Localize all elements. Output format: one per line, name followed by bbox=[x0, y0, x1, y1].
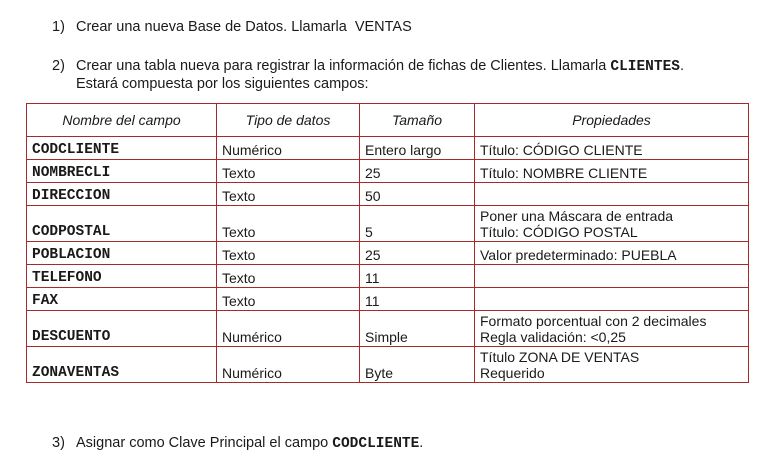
header-properties: Propiedades bbox=[475, 104, 749, 137]
field-name: DIRECCION bbox=[27, 183, 217, 206]
field-name: NOMBRECLI bbox=[27, 160, 217, 183]
step-1 bbox=[52, 19, 412, 36]
field-size: 25 bbox=[360, 242, 475, 265]
property-line: Poner una Máscara de entrada bbox=[480, 208, 674, 224]
step-3-number: 3) bbox=[52, 435, 65, 451]
fields-table bbox=[26, 103, 749, 383]
header-data-type: Tipo de datos bbox=[217, 104, 360, 137]
step-2-line-2: Estará compuesta por los siguientes campos: bbox=[76, 76, 369, 92]
property-line: Título: NOMBRE CLIENTE bbox=[480, 165, 648, 181]
property-line: Título: CÓDIGO CLIENTE bbox=[480, 142, 643, 158]
field-size: 11 bbox=[360, 288, 475, 311]
field-properties bbox=[475, 206, 749, 242]
field-type: Texto bbox=[217, 288, 360, 311]
step-1-text: Crear una nueva Base de Datos. Llamarla bbox=[76, 19, 347, 35]
field-size: 11 bbox=[360, 265, 475, 288]
field-name: FAX bbox=[27, 288, 217, 311]
field-name: ZONAVENTAS bbox=[27, 347, 217, 383]
field-size: 5 bbox=[360, 206, 475, 242]
field-properties bbox=[475, 137, 749, 160]
step-2-period: . bbox=[680, 58, 685, 74]
step-2-number: 2) bbox=[52, 58, 65, 74]
table-row bbox=[27, 242, 749, 265]
field-properties bbox=[475, 242, 749, 265]
step-3-text: Asignar como Clave Principal el campo bbox=[76, 435, 329, 451]
field-type: Numérico bbox=[217, 137, 360, 160]
field-name: CODCLIENTE bbox=[27, 137, 217, 160]
step-2-text: Crear una tabla nueva para registrar la información de fichas de Clientes. Llamarla bbox=[76, 58, 607, 74]
table-row bbox=[27, 288, 749, 311]
field-type: Texto bbox=[217, 183, 360, 206]
table-name: CLIENTES bbox=[610, 59, 680, 75]
table-row bbox=[27, 311, 749, 347]
field-name: DESCUENTO bbox=[27, 311, 217, 347]
field-type: Texto bbox=[217, 242, 360, 265]
field-type: Texto bbox=[217, 265, 360, 288]
field-properties bbox=[475, 183, 749, 206]
field-size: 25 bbox=[360, 160, 475, 183]
field-properties bbox=[475, 311, 749, 347]
field-properties bbox=[475, 160, 749, 183]
field-properties bbox=[475, 265, 749, 288]
field-name: POBLACION bbox=[27, 242, 217, 265]
field-size: Entero largo bbox=[360, 137, 475, 160]
field-type: Texto bbox=[217, 206, 360, 242]
database-name: VENTAS bbox=[354, 19, 412, 35]
table-row bbox=[27, 265, 749, 288]
property-line: Formato porcentual con 2 decimales bbox=[480, 313, 707, 329]
property-line: Título ZONA DE VENTAS bbox=[480, 349, 640, 365]
field-name: CODPOSTAL bbox=[27, 206, 217, 242]
field-size: Simple bbox=[360, 311, 475, 347]
table-row bbox=[27, 206, 749, 242]
property-line: Requerido bbox=[480, 365, 545, 381]
step-1-number: 1) bbox=[52, 19, 65, 35]
table-row bbox=[27, 137, 749, 160]
property-line: Título: CÓDIGO POSTAL bbox=[480, 224, 638, 240]
property-line: Valor predeterminado: PUEBLA bbox=[480, 247, 677, 263]
table-row bbox=[27, 347, 749, 383]
field-properties bbox=[475, 288, 749, 311]
field-properties bbox=[475, 347, 749, 383]
step-2 bbox=[52, 58, 684, 93]
table-row bbox=[27, 183, 749, 206]
step-3 bbox=[52, 435, 423, 453]
primary-key-field: CODCLIENTE bbox=[332, 436, 420, 452]
field-name: TELEFONO bbox=[27, 265, 217, 288]
field-size: 50 bbox=[360, 183, 475, 206]
table-row bbox=[27, 160, 749, 183]
field-type: Numérico bbox=[217, 311, 360, 347]
field-type: Texto bbox=[217, 160, 360, 183]
header-field-name: Nombre del campo bbox=[27, 104, 217, 137]
field-type: Numérico bbox=[217, 347, 360, 383]
property-line: Regla validación: <0,25 bbox=[480, 329, 626, 345]
header-size: Tamaño bbox=[360, 104, 475, 137]
field-size: Byte bbox=[360, 347, 475, 383]
table-header-row bbox=[27, 104, 749, 137]
step-3-period: . bbox=[419, 435, 424, 451]
